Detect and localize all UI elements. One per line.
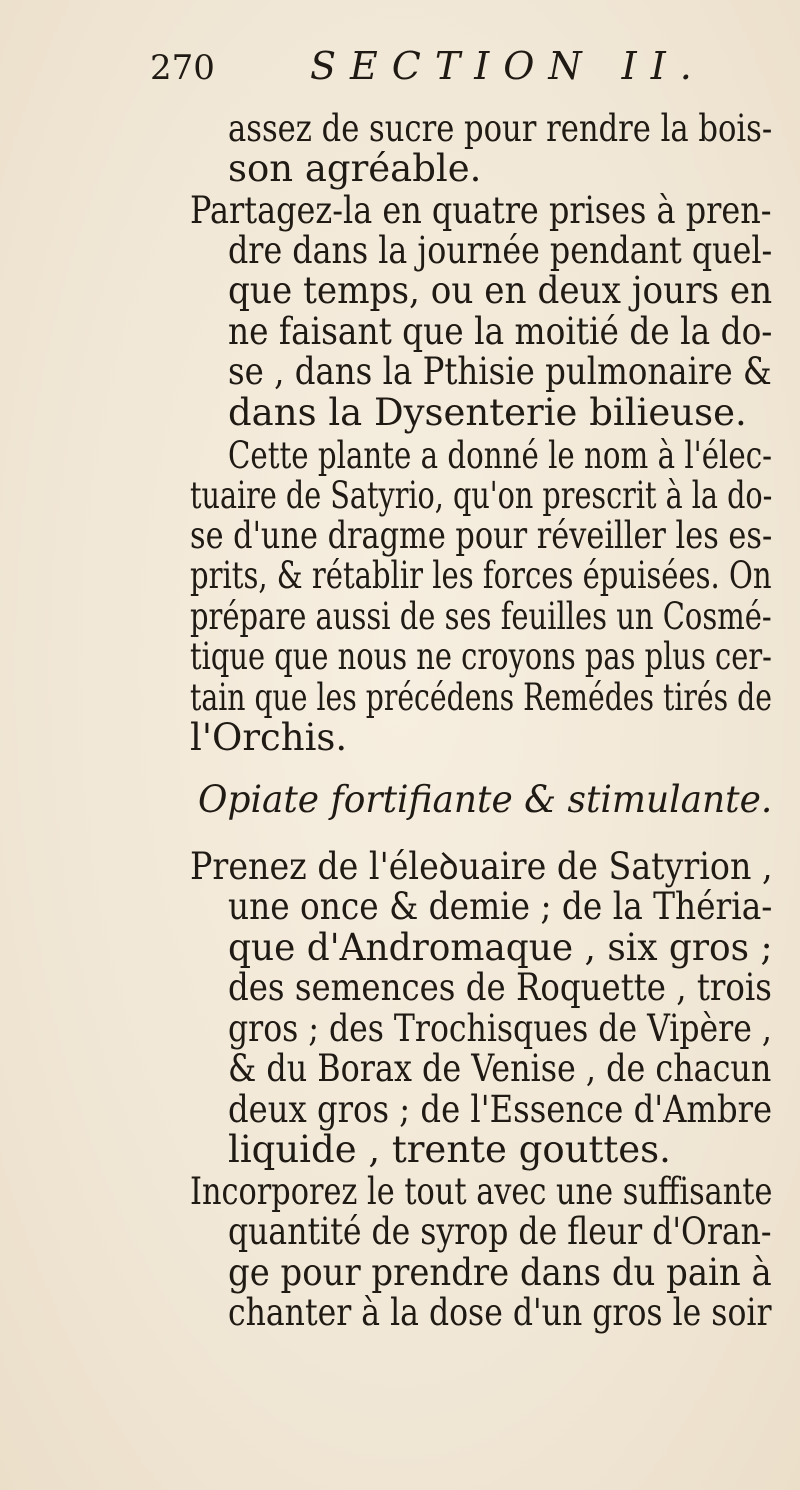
- page-header: [150, 44, 710, 94]
- running-head: SECTION II.: [310, 44, 706, 88]
- text-line: quantité de syrop de fleur d'Oran-: [228, 1210, 772, 1253]
- text-line: ge pour prendre dans du pain à: [228, 1251, 772, 1294]
- text-line: & du Borax de Venise , de chacun: [228, 1047, 772, 1090]
- text-line: se d'une dragme pour réveiller les es-: [190, 514, 773, 557]
- text-line: prépare aussi de ses feuilles un Cosmé-: [190, 595, 772, 638]
- text-line: tique que nous ne croyons pas plus cer-: [190, 635, 772, 678]
- text-line: des semences de Roquette , trois: [228, 966, 772, 1009]
- text-line: ne faisant que la moitié de la do-: [228, 310, 773, 353]
- text-line: assez de sucre pour rendre la bois-: [228, 107, 773, 150]
- page-number: 270: [150, 48, 215, 88]
- text-line: que temps, ou en deux jours en: [228, 269, 773, 312]
- text-line: se , dans la Pthisie pulmonaire &: [228, 350, 772, 393]
- text-line: dre dans la journée pendant quel-: [228, 229, 773, 272]
- text-line: tuaire de Satyrio, qu'on prescrit à la do-: [190, 474, 773, 517]
- text-line: que d'Andromaque , six gros ;: [228, 926, 773, 969]
- text-line: l'Orchis.: [190, 716, 348, 759]
- text-line: prits, & rétablir les forces épuisées. On: [190, 554, 772, 597]
- text-line: une once & demie ; de la Théria-: [228, 885, 773, 928]
- text-line: dans la Dysenterie bilieuse.: [228, 391, 747, 434]
- text-line: liquide , trente gouttes.: [228, 1128, 671, 1171]
- text-line: deux gros ; de l'Essence d'Ambre: [228, 1088, 773, 1131]
- text-line: Incorporez le tout avec une suffisante: [190, 1170, 773, 1213]
- recipe-heading: Opiate fortifiante & stimulante.: [198, 778, 773, 821]
- text-line: tain que les précédens Remédes tirés de: [190, 676, 772, 719]
- text-line: gros ; des Trochisques de Vipère ,: [228, 1007, 772, 1050]
- text-line: chanter à la dose d'un gros le soir: [228, 1291, 772, 1334]
- text-line: Cette plante a donné le nom à l'élec-: [228, 434, 773, 477]
- text-line: Prenez de l'éleꝺuaire de Satyrion ,: [190, 845, 773, 888]
- text-line: Partagez-la en quatre prises à pren-: [190, 189, 772, 232]
- text-line: son agréable.: [228, 147, 482, 190]
